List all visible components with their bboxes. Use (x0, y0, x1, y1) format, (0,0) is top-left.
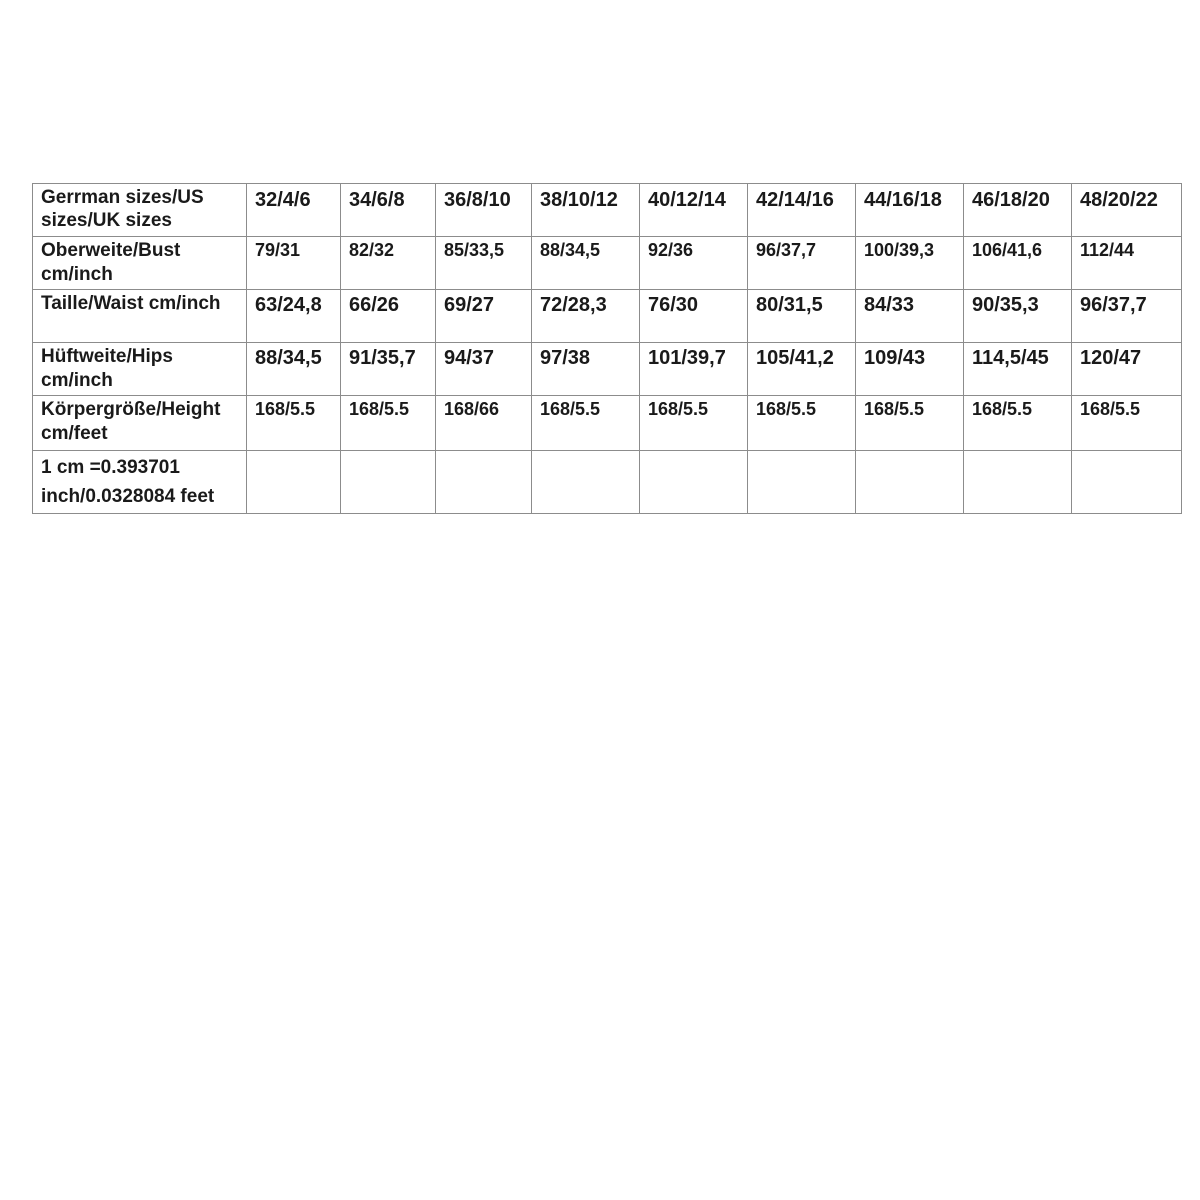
table-cell: 92/36 (640, 237, 748, 290)
table-cell: 168/66 (436, 396, 532, 451)
table-cell: 168/5.5 (856, 396, 964, 451)
table-cell: 168/5.5 (247, 396, 341, 451)
empty-cell (1072, 451, 1182, 514)
table-cell: 168/5.5 (341, 396, 436, 451)
row-label-cell: Taille/Waist cm/inch (33, 290, 247, 343)
table-cell: 91/35,7 (341, 343, 436, 396)
size-header-cell: 48/20/22 (1072, 184, 1182, 237)
row-label-cell: Hüftweite/Hips cm/inch (33, 343, 247, 396)
table-cell: 120/47 (1072, 343, 1182, 396)
table-cell: 168/5.5 (640, 396, 748, 451)
table-cell: 72/28,3 (532, 290, 640, 343)
empty-cell (640, 451, 748, 514)
table-cell: 100/39,3 (856, 237, 964, 290)
row-label-cell: Oberweite/Bust cm/inch (33, 237, 247, 290)
size-chart-table (32, 183, 1182, 514)
table-cell: 168/5.5 (532, 396, 640, 451)
table-row-conversion (33, 451, 1182, 514)
table-cell: 90/35,3 (964, 290, 1072, 343)
table-cell: 101/39,7 (640, 343, 748, 396)
size-header-cell: 40/12/14 (640, 184, 748, 237)
table-row-height (33, 396, 1182, 451)
size-header-cell: 46/18/20 (964, 184, 1072, 237)
table-cell: 97/38 (532, 343, 640, 396)
table-cell: 82/32 (341, 237, 436, 290)
table-cell: 96/37,7 (748, 237, 856, 290)
empty-cell (748, 451, 856, 514)
table-cell: 85/33,5 (436, 237, 532, 290)
size-header-cell: 32/4/6 (247, 184, 341, 237)
table-cell: 112/44 (1072, 237, 1182, 290)
empty-cell (856, 451, 964, 514)
size-header-cell: 38/10/12 (532, 184, 640, 237)
table-cell: 84/33 (856, 290, 964, 343)
header-label-cell: Gerrman sizes/US sizes/UK sizes (33, 184, 247, 237)
table-cell: 88/34,5 (532, 237, 640, 290)
empty-cell (247, 451, 341, 514)
table-cell: 76/30 (640, 290, 748, 343)
table-cell: 114,5/45 (964, 343, 1072, 396)
table-cell: 109/43 (856, 343, 964, 396)
table-cell: 63/24,8 (247, 290, 341, 343)
empty-cell (436, 451, 532, 514)
table-cell: 80/31,5 (748, 290, 856, 343)
table-cell: 168/5.5 (964, 396, 1072, 451)
table-cell: 94/37 (436, 343, 532, 396)
row-label-cell: Körpergröße/Height cm/feet (33, 396, 247, 451)
table-cell: 79/31 (247, 237, 341, 290)
table-header-row (33, 184, 1182, 237)
table-cell: 69/27 (436, 290, 532, 343)
table-cell: 168/5.5 (1072, 396, 1182, 451)
empty-cell (341, 451, 436, 514)
size-header-cell: 42/14/16 (748, 184, 856, 237)
table-row-hips (33, 343, 1182, 396)
conversion-note-cell: 1 cm =0.393701 inch/0.0328084 feet (33, 451, 247, 514)
table-row-bust (33, 237, 1182, 290)
table-cell: 106/41,6 (964, 237, 1072, 290)
table-row-waist (33, 290, 1182, 343)
size-header-cell: 34/6/8 (341, 184, 436, 237)
size-header-cell: 44/16/18 (856, 184, 964, 237)
size-header-cell: 36/8/10 (436, 184, 532, 237)
table-cell: 96/37,7 (1072, 290, 1182, 343)
table-cell: 88/34,5 (247, 343, 341, 396)
table-cell: 66/26 (341, 290, 436, 343)
empty-cell (532, 451, 640, 514)
table-cell: 105/41,2 (748, 343, 856, 396)
table-cell: 168/5.5 (748, 396, 856, 451)
empty-cell (964, 451, 1072, 514)
